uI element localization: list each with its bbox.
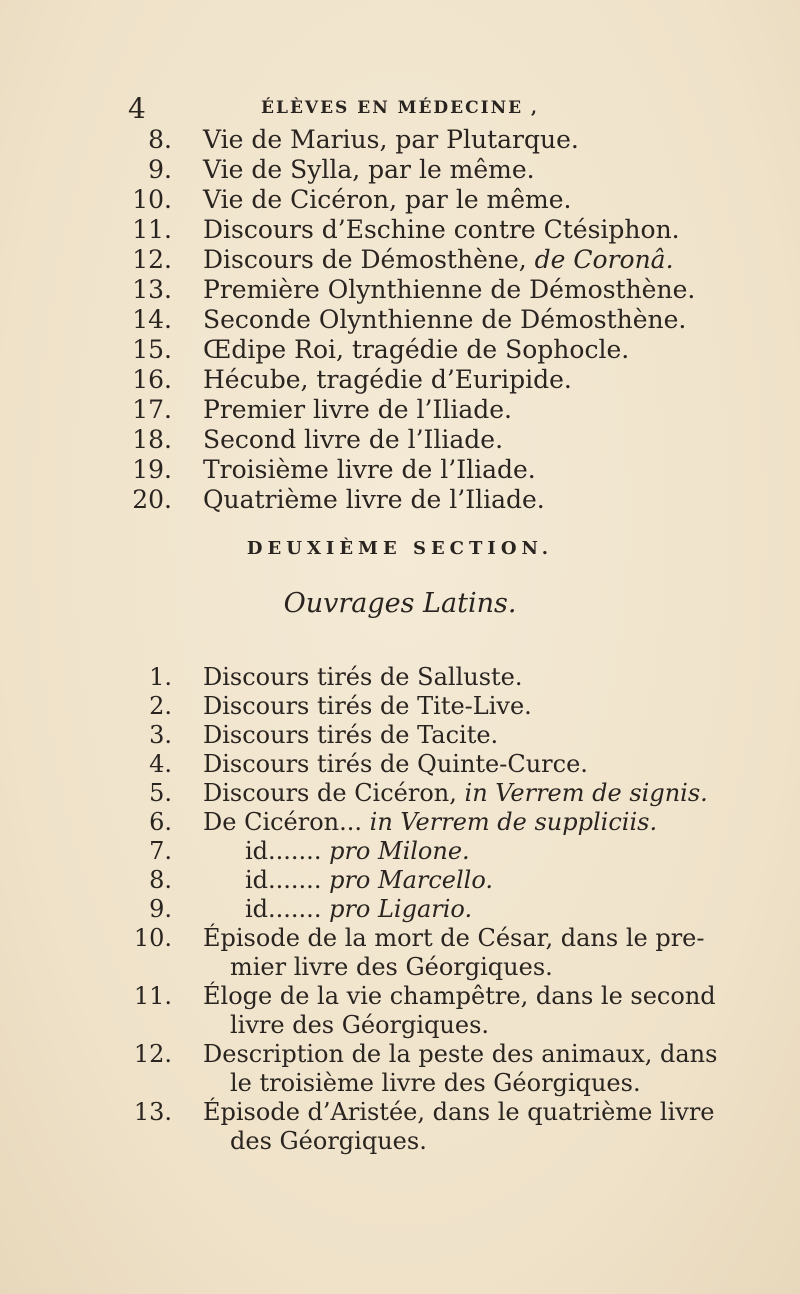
item-text: Premier livre de l’Iliade. [203,395,512,424]
italic-title: pro Milone. [329,837,470,865]
list-item [0,215,800,245]
item-number: 14. [132,305,172,334]
italic-title: in Verrem de suppliciis. [369,808,658,836]
item-text: des Géorgiques. [230,1127,427,1155]
item-text: Seconde Olynthienne de Démosthène. [203,305,687,334]
list-item [0,924,800,953]
item-number: 20. [132,485,172,514]
item-number: 9. [149,895,172,923]
item-text: id....... pro Marcello. [245,866,493,894]
running-title: ÉLÈVES EN MÉDECINE , [261,98,539,118]
item-number: 17. [132,395,172,424]
list-item [0,425,800,455]
item-number: 4. [149,750,172,778]
list-item [0,663,800,692]
item-text: Vie de Cicéron, par le même. [203,185,572,214]
item-text: Discours tirés de Tacite. [203,721,499,749]
item-text: Quatrième livre de l’Iliade. [203,485,545,514]
list-item [0,455,800,485]
list-item [0,1098,800,1127]
list-item [0,125,800,155]
item-number: 7. [149,837,172,865]
italic-title: de Coronâ. [534,245,674,274]
list-item [0,305,800,335]
list-item [0,837,800,866]
item-text: Éloge de la vie champêtre, dans le second [203,982,716,1010]
list-item [0,185,800,215]
list-item [0,275,800,305]
subsection-title: Ouvrages Latins. [283,588,517,619]
item-text: Discours tirés de Quinte-Curce. [203,750,588,778]
latin-works-list [0,663,800,1156]
page-number: 4 [128,92,146,125]
list-item [0,245,800,275]
list-item [0,750,800,779]
item-text: Discours tirés de Salluste. [203,663,523,691]
item-number: 19. [132,455,172,484]
item-number: 13. [132,275,172,304]
item-text: Discours de Démosthène, de Coronâ. [203,245,674,274]
list-item [0,692,800,721]
item-text: mier livre des Géorgiques. [230,953,553,981]
item-text: id....... pro Ligario. [245,895,473,923]
item-text: Épisode de la mort de César, dans le pre- [203,924,705,952]
item-number: 2. [149,692,172,720]
list-item-continuation [0,1069,800,1098]
item-number: 10. [133,924,172,952]
item-number: 15. [132,335,172,364]
list-item [0,808,800,837]
list-item [0,721,800,750]
list-item [0,1040,800,1069]
item-number: 18. [132,425,172,454]
list-item-continuation [0,1011,800,1040]
item-text: Vie de Sylla, par le même. [203,155,535,184]
list-item [0,155,800,185]
list-item [0,982,800,1011]
item-text: le troisième livre des Géorgiques. [230,1069,641,1097]
item-text: Discours tirés de Tite-Live. [203,692,532,720]
item-text: Troisième livre de l’Iliade. [203,455,536,484]
item-text: livre des Géorgiques. [230,1011,490,1039]
item-text: De Cicéron... in Verrem de suppliciis. [203,808,658,836]
item-number: 11. [132,215,172,244]
section-title: DEUXIÈME SECTION. [246,538,554,559]
item-text: Description de la peste des animaux, dans [203,1040,718,1068]
item-number: 3. [149,721,172,749]
italic-title: pro Ligario. [329,895,473,923]
item-number: 12. [132,245,172,274]
item-text: Discours de Cicéron, in Verrem de signis. [203,779,708,807]
item-number: 12. [133,1040,172,1068]
item-number: 10. [132,185,172,214]
list-item [0,779,800,808]
list-item [0,485,800,515]
list-item [0,365,800,395]
greek-works-list [0,125,800,515]
list-item-continuation [0,1127,800,1156]
list-item [0,866,800,895]
item-text: Première Olynthienne de Démosthène. [203,275,696,304]
item-text: id....... pro Milone. [245,837,470,865]
list-item-continuation [0,953,800,982]
italic-title: pro Marcello. [329,866,493,894]
item-text: Hécube, tragédie d’Euripide. [203,365,572,394]
item-text: Épisode d’Aristée, dans le quatrième livre [203,1098,715,1126]
item-number: 8. [148,125,172,154]
item-number: 6. [149,808,172,836]
item-number: 11. [133,982,172,1010]
item-number: 16. [132,365,172,394]
item-number: 5. [149,779,172,807]
item-number: 9. [148,155,172,184]
item-number: 1. [149,663,172,691]
list-item [0,895,800,924]
item-number: 13. [133,1098,172,1126]
item-text: Second livre de l’Iliade. [203,425,504,454]
list-item [0,395,800,425]
item-text: Vie de Marius, par Plutarque. [203,125,579,154]
list-item [0,335,800,365]
italic-title: in Verrem de signis. [464,779,708,807]
item-text: Œdipe Roi, tragédie de Sophocle. [203,335,630,364]
item-number: 8. [149,866,172,894]
item-text: Discours d’Eschine contre Ctésiphon. [203,215,680,244]
